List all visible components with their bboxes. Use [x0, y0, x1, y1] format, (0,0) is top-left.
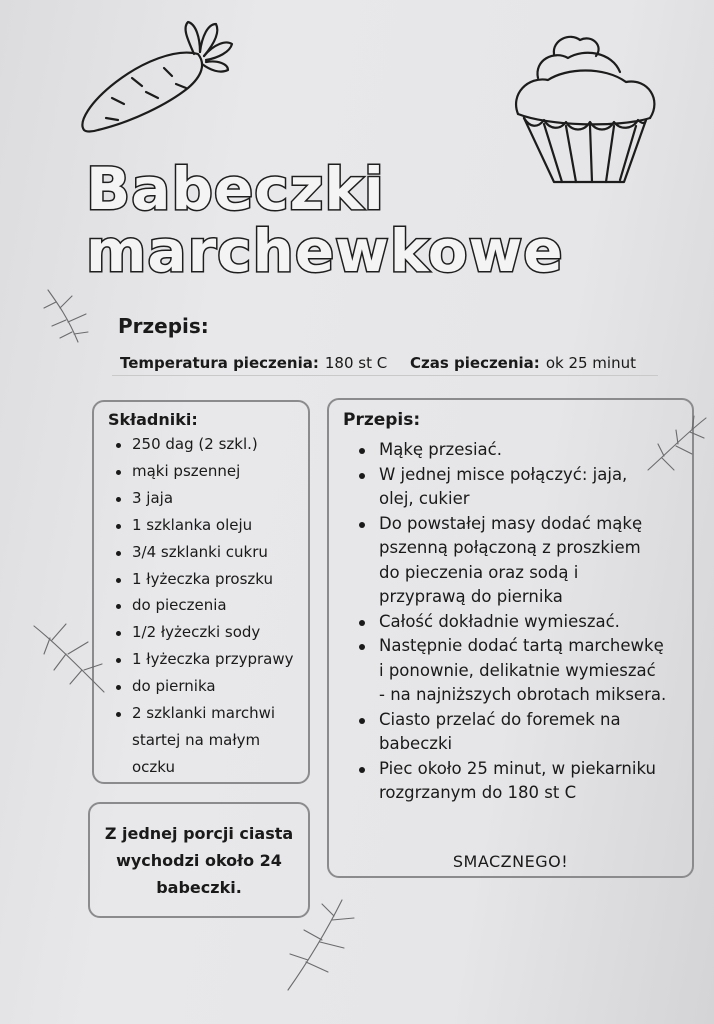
meta-divider	[112, 375, 658, 376]
closing-text: SMACZNEGO!	[452, 852, 569, 871]
step-line: - na najniższych obrotach miksera.	[379, 685, 667, 704]
step-line: olej, cukier	[379, 489, 470, 508]
yield-line: wychodzi około 24	[116, 851, 282, 870]
ingredient-item: do pieczenia	[108, 592, 298, 619]
step-item	[343, 708, 680, 757]
baking-temperature	[120, 354, 387, 372]
step-item	[343, 610, 680, 635]
ingredients-list	[108, 431, 298, 781]
step-line: przyprawą do piernika	[379, 587, 563, 606]
ingredient-item	[108, 700, 298, 781]
title-line-1: Babeczki	[86, 155, 385, 223]
step-line: i ponownie, delikatnie wymieszać	[379, 660, 656, 680]
twig-icon	[42, 286, 92, 346]
baking-temperature-value: 180 st C	[324, 354, 388, 372]
cupcake-icon	[508, 32, 660, 188]
ingredient-item: mąki pszennej	[108, 458, 298, 485]
step-line: Piec około 25 minut, w piekarniku	[379, 758, 656, 778]
step-line: rozgrzanym do 180 st C	[379, 783, 577, 802]
twig-icon	[30, 618, 110, 698]
step-line: babeczki	[379, 734, 453, 753]
baking-time-value: ok 25 minut	[545, 354, 636, 372]
step-line: Mąkę przesiać.	[379, 440, 502, 459]
yield-box	[88, 802, 310, 918]
step-line: Całość dokładnie wymieszać.	[379, 611, 620, 631]
steps-title: Przepis:	[343, 410, 421, 430]
ingredients-box	[92, 400, 310, 784]
step-item	[343, 463, 680, 512]
ingredient-line: oczku	[132, 757, 176, 776]
step-item	[343, 634, 680, 708]
yield-line: Z jednej porcji ciasta	[104, 824, 294, 843]
yield-line: babeczki.	[156, 878, 242, 897]
step-line: pszenną połączoną z proszkiem	[379, 538, 641, 557]
carrot-icon	[76, 18, 236, 136]
ingredient-item: 1 łyżeczka przyprawy	[108, 646, 298, 673]
step-line: W jednej misce połączyć: jaja,	[379, 464, 628, 484]
ingredient-line: 2 szklanki marchwi	[132, 704, 276, 723]
ingredient-item: 3 jaja	[108, 485, 298, 512]
title-line-2: marchewkowe	[86, 217, 564, 285]
steps-list	[343, 438, 680, 806]
step-line: do pieczenia oraz sodą i	[379, 562, 579, 582]
step-item	[343, 438, 680, 463]
step-item	[343, 512, 680, 610]
ingredients-title: Składniki:	[108, 410, 198, 429]
step-line: Następnie dodać tartą marchewkę	[379, 636, 664, 655]
ingredient-item: 1/2 łyżeczki sody	[108, 619, 298, 646]
steps-box	[327, 398, 694, 878]
baking-temperature-label: Temperatura pieczenia:	[120, 354, 319, 372]
recipe-heading: Przepis:	[118, 314, 209, 338]
step-line: Do powstałej masy dodać mąkę	[379, 513, 643, 533]
ingredient-item: 3/4 szklanki cukru	[108, 539, 298, 566]
twig-icon	[282, 896, 362, 992]
step-item	[343, 757, 680, 806]
ingredient-item: 1 szklanka oleju	[108, 512, 298, 539]
baking-time-label: Czas pieczenia:	[410, 354, 540, 372]
ingredient-line: startej na małym	[132, 730, 261, 749]
step-line: Ciasto przelać do foremek na	[379, 709, 621, 729]
twig-icon	[640, 414, 710, 474]
ingredient-item: 250 dag (2 szkl.)	[108, 431, 298, 458]
ingredient-item: 1 łyżeczka proszku	[108, 566, 298, 593]
baking-time	[410, 354, 636, 372]
ingredient-item: do piernika	[108, 673, 298, 700]
